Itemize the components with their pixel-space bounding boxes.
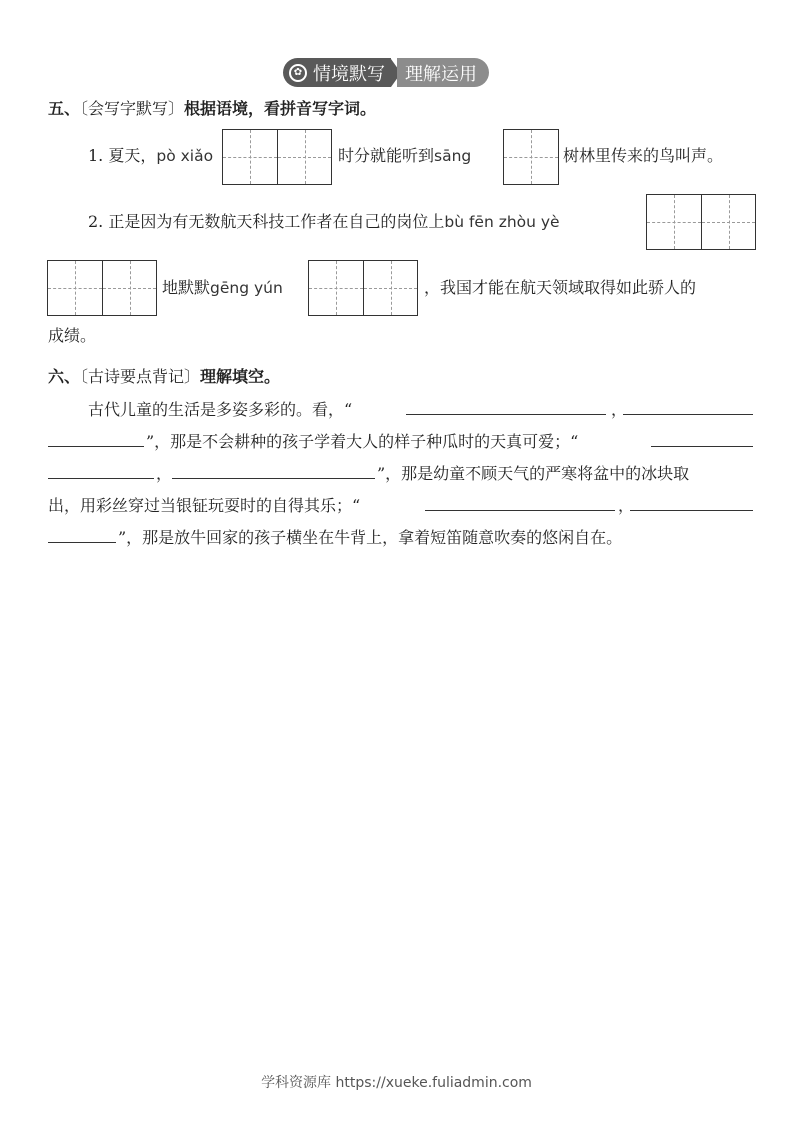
q2-answer-grid1b[interactable] xyxy=(47,260,157,316)
writing-cell[interactable] xyxy=(277,130,331,184)
writing-cell[interactable] xyxy=(504,130,558,184)
q2-prefix-text: 2. 正是因为有无数航天科技工作者在自己的岗位上 xyxy=(88,212,445,231)
q1-pinyin1: pò xiǎo xyxy=(156,147,214,165)
answer-blank-3a[interactable] xyxy=(651,446,753,447)
footer-watermark: 学科资源库 https://xueke.fuliadmin.com xyxy=(261,1075,532,1091)
section6-title xyxy=(48,369,280,385)
writing-cell[interactable] xyxy=(647,195,701,249)
section6-tag: 〔古诗要点背记〕 xyxy=(80,367,201,386)
section5-tag: 〔会写字默写〕 xyxy=(80,99,185,118)
q2-line3: 成绩。 xyxy=(48,326,97,345)
section5-title-text: 根据语境，看拼音写字词。 xyxy=(184,99,377,118)
medal-icon: ✿ xyxy=(289,64,307,82)
q2-prefix xyxy=(88,214,560,231)
writing-cell[interactable] xyxy=(223,130,277,184)
writing-cell[interactable] xyxy=(102,261,156,315)
answer-blank-6a[interactable] xyxy=(630,510,753,511)
s6-comma-1: ， xyxy=(611,400,628,419)
answer-blank-5[interactable] xyxy=(425,510,615,511)
s6-line5-text: ”，那是放牛回家的孩子横坐在牛背上，拿着短笛随意吹奏的悠闲自在。 xyxy=(118,528,623,547)
section6-title-text: 理解填空。 xyxy=(200,367,281,386)
s6-comma-2: ， xyxy=(156,464,173,483)
badge-secondary xyxy=(397,58,489,87)
q1-prefix-text: 1. 夏天， xyxy=(88,146,157,165)
writing-cell[interactable] xyxy=(701,195,755,249)
q2-pinyin1: bù fēn zhòu yè xyxy=(444,213,560,231)
q1-answer-grid1[interactable] xyxy=(222,129,332,185)
answer-blank-2b[interactable] xyxy=(48,446,144,447)
q1-prefix xyxy=(88,148,213,165)
q1-suffix: 树林里传来的鸟叫声。 xyxy=(563,146,724,165)
answer-blank-1[interactable] xyxy=(406,414,606,415)
s6-line1-text: 古代儿童的生活是多姿多彩的。看，“ xyxy=(88,400,353,419)
s6-line3-text: ”，那是幼童不顾天气的严寒将盆中的冰块取 xyxy=(377,464,690,483)
answer-blank-3b[interactable] xyxy=(48,478,154,479)
q1-pinyin2: sāng xyxy=(434,147,472,165)
section6-number: 六、 xyxy=(48,367,81,386)
q1-answer-grid2[interactable] xyxy=(503,129,559,185)
writing-cell[interactable] xyxy=(363,261,417,315)
answer-blank-4[interactable] xyxy=(172,478,375,479)
q2-answer-grid2[interactable] xyxy=(308,260,418,316)
q2-answer-grid1a[interactable] xyxy=(646,194,756,250)
writing-cell[interactable] xyxy=(48,261,102,315)
badge-secondary-label: 理解运用 xyxy=(405,63,477,85)
writing-cell[interactable] xyxy=(309,261,363,315)
q2-middle xyxy=(162,280,283,297)
badge-primary xyxy=(283,58,391,87)
s6-line2-text: ”，那是不会耕种的孩子学着大人的样子种瓜时的天真可爱；“ xyxy=(146,432,579,451)
q1-middle xyxy=(338,148,471,165)
section5-number: 五、 xyxy=(48,99,81,118)
s6-line4-text: 出，用彩丝穿过当银钲玩耍时的自得其乐；“ xyxy=(48,496,361,515)
q2-pinyin2: gēng yún xyxy=(210,279,283,297)
answer-blank-2a[interactable] xyxy=(623,414,753,415)
badge-primary-label: 情境默写 xyxy=(313,63,385,85)
q2-middle-text: 地默默 xyxy=(162,278,211,297)
q2-suffix: ，我国才能在航天领域取得如此骄人的 xyxy=(424,278,697,297)
q1-middle-text: 时分就能听到 xyxy=(338,146,435,165)
section5-title xyxy=(48,101,376,117)
section-header-badge xyxy=(283,58,489,87)
answer-blank-6b[interactable] xyxy=(48,542,116,543)
s6-comma-3: ， xyxy=(618,496,635,515)
